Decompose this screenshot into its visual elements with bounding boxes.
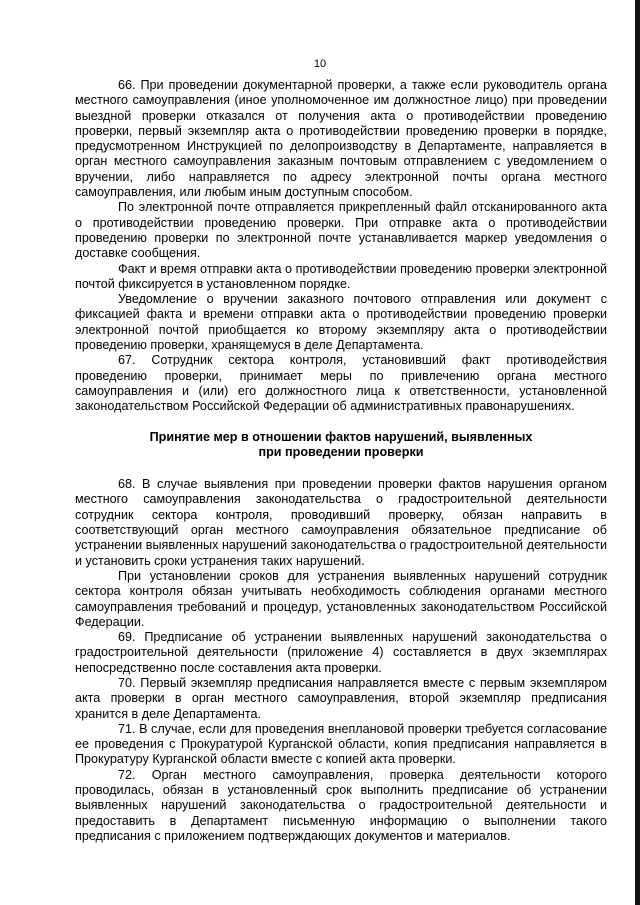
section-heading-line-2: при проведении проверки: [258, 444, 424, 459]
paragraph-71: 71. В случае, если для проведения внеплановой проверки требуется согласование ее проведения с Прокуратурой Курганской области, копия предписания направляется в Прокуратуру Курганской области вместе с копией акта проверки.: [75, 721, 607, 767]
paragraph-deadlines: При установлении сроков для устранения выявленных нарушений сотрудник сектора контроля обязан учитывать необходимость соблюдения органами местного самоуправления требований и процедур, установленных законодательством Российской Федерации.: [75, 568, 607, 629]
paragraph-68: 68. В случае выявления при проведении проверки фактов нарушения органом местного самоуправления законодательства о градостроительной деятельности сотрудник сектора контроля, проводивший проверку, обязан направить в соответствующий орган местного самоуправления обязательное предписание об устранении выявленных нарушений законодательства о градостроительной деятельности и установить сроки устранения таких нарушений.: [75, 477, 607, 568]
paragraph-email-fact: Факт и время отправки акта о противодействии проведению проверки электронной почтой фиксируется в установленном порядке.: [75, 261, 607, 291]
paragraph-delivery-notice: Уведомление о вручении заказного почтового отправления или документ с фиксацией факта и времени отправки акта о противодействии проведению проверки электронной почтой приобщается ко второму экземпляру акта о противодействии проведению проверки, хранящемуся в деле Департамента.: [75, 292, 607, 353]
paragraph-72: 72. Орган местного самоуправления, проверка деятельности которого проводилась, обязан в установленный срок выполнить предписание об устранении выявленных нарушений законодательства о градостроительной деятельности и предоставить в Департамент письменную информацию о выполнении такого предписания с приложением подтверждающих документов и материалов.: [75, 767, 607, 843]
section-heading-line-1: Принятие мер в отношении фактов нарушений, выявленных: [149, 429, 533, 444]
document-body: [75, 78, 607, 844]
paragraph-67: 67. Сотрудник сектора контроля, установивший факт противодействия проведению проверки, принимает меры по привлечению органа местного самоуправления и (или) его должностного лица к ответственности, установленной законодательством Российской Федерации об административных правонарушениях.: [75, 353, 607, 414]
paragraph-69: 69. Предписание об устранении выявленных нарушений законодательства о градостроительной деятельности (приложение 4) составляется в двух экземплярах непосредственно после составления акта проверки.: [75, 630, 607, 675]
section-heading: [75, 430, 607, 461]
page-number: 10: [313, 58, 327, 70]
scan-edge: [635, 0, 640, 905]
paragraph-66: 66. При проведении документарной проверки, а также если руководитель органа местного самоуправления (иное уполномоченное им должностное лицо) при проведении выездной проверки отказался от получения акта о противодействии проведению проверки, первый экземпляр акта о противодействии проведению проверки в порядке, предусмотренном Инструкцией по делопроизводству в Департаменте, направляется в орган местного самоуправления заказным почтовым отправлением с уведомлением о вручении, либо направляется по адресу электронной почты органа местного самоуправления, или любым иным доступным способом.: [75, 78, 607, 200]
paragraph-70: 70. Первый экземпляр предписания направляется вместе с первым экземпляром акта проверки в орган местного самоуправления, второй экземпляр предписания хранится в деле Департамента.: [75, 675, 607, 721]
paragraph-email-attachment: По электронной почте отправляется прикрепленный файл отсканированного акта о противодействии проведению проверки. При отправке акта о противодействии проведению проверки по электронной почте устанавливается маркер уведомления о доставке сообщения.: [75, 200, 607, 261]
